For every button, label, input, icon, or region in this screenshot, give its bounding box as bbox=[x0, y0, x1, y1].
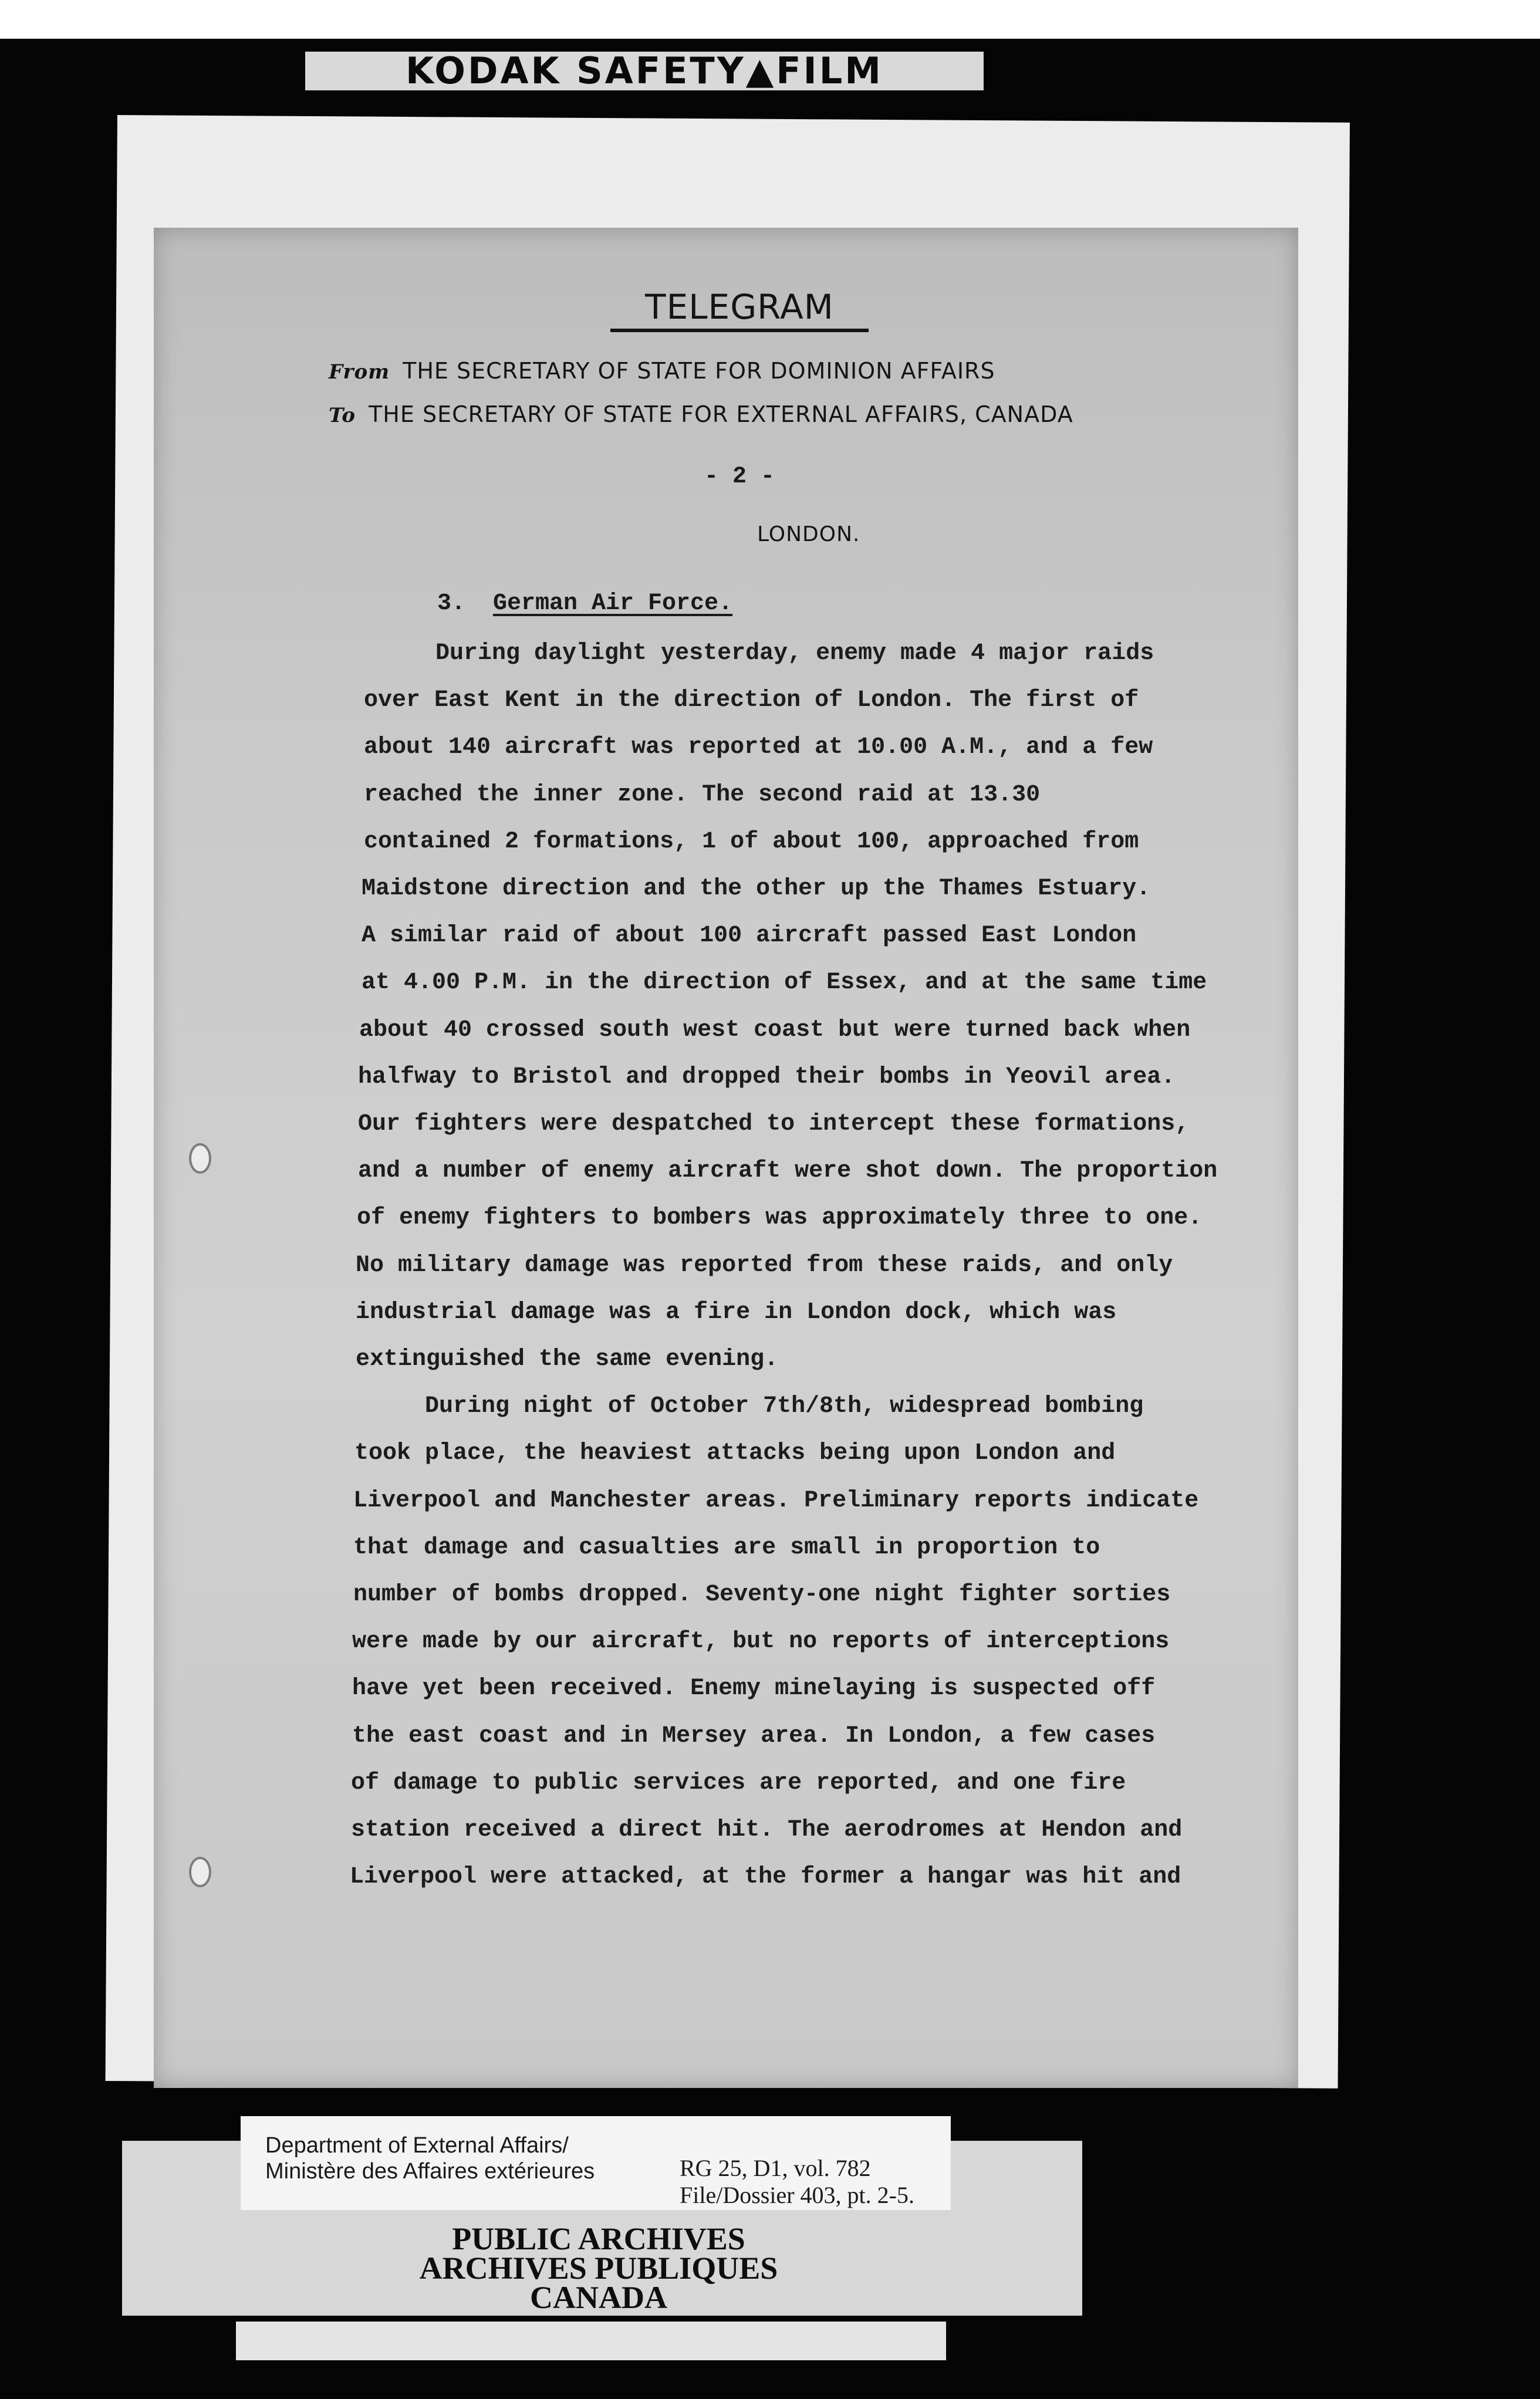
bottom-label-strip bbox=[236, 2322, 946, 2360]
archive-department bbox=[265, 2133, 595, 2184]
archive-reference bbox=[680, 2155, 914, 2209]
stamp-line-2: ARCHIVES PUBLIQUES bbox=[419, 2251, 778, 2286]
archive-stamp bbox=[411, 2221, 786, 2315]
stamp-line-3: CANADA bbox=[530, 2280, 667, 2315]
body-line: have yet been received. Enemy minelaying is suspected off bbox=[352, 1675, 1156, 1702]
film-edge-marking: KODAK SAFETY▲FILM bbox=[305, 52, 984, 90]
body-line: Maidstone direction and the other up the Thames Estuary. bbox=[362, 876, 1151, 902]
section-heading: German Air Force. bbox=[493, 590, 733, 617]
body-line: station received a direct hit. The aerodromes at Hendon and bbox=[351, 1817, 1183, 1843]
body-line: about 40 crossed south west coast but were turned back when bbox=[359, 1017, 1191, 1043]
body-line: of damage to public services are reported, and one fire bbox=[351, 1770, 1126, 1796]
telegram-title: TELEGRAM bbox=[610, 288, 869, 332]
body-line: During daylight yesterday, enemy made 4 major raids bbox=[435, 640, 1154, 667]
body-line: at 4.00 P.M. in the direction of Essex, and at the same time bbox=[362, 969, 1207, 996]
punch-hole bbox=[189, 1143, 211, 1174]
body-line: contained 2 formations, 1 of about 100, approached from bbox=[364, 829, 1139, 855]
from-line bbox=[329, 358, 995, 384]
body-line: Liverpool were attacked, at the former a hangar was hit and bbox=[350, 1864, 1181, 1890]
body-line: reached the inner zone. The second raid at 13.30 bbox=[364, 782, 1041, 808]
body-line: Liverpool and Manchester areas. Preliminary reports indicate bbox=[353, 1488, 1199, 1514]
to-label: To bbox=[329, 404, 356, 427]
department-english: Department of External Affairs/ bbox=[265, 2133, 569, 2158]
section-number: 3. bbox=[437, 590, 466, 617]
to-value: THE SECRETARY OF STATE FOR EXTERNAL AFFAIRS, CANADA bbox=[369, 401, 1073, 427]
body-line: halfway to Bristol and dropped their bombs in Yeovil area. bbox=[358, 1064, 1176, 1090]
body-line: No military damage was reported from these raids, and only bbox=[356, 1252, 1173, 1279]
body-line: During night of October 7th/8th, widespread bombing bbox=[425, 1393, 1144, 1420]
body-line: and a number of enemy aircraft were shot down. The proportion bbox=[358, 1158, 1218, 1184]
body-line: the east coast and in Mersey area. In London, a few cases bbox=[352, 1723, 1156, 1749]
page-number: - 2 - bbox=[704, 464, 775, 490]
body-line: Our fighters were despatched to intercept these formations, bbox=[358, 1111, 1190, 1137]
body-line: took place, the heaviest attacks being upon London and bbox=[354, 1440, 1116, 1467]
reference-file: File/Dossier 403, pt. 2-5. bbox=[680, 2182, 914, 2208]
body-line: of enemy fighters to bombers was approximately three to one. bbox=[357, 1205, 1203, 1231]
body-line: number of bombs dropped. Seventy-one night fighter sorties bbox=[353, 1582, 1171, 1608]
to-line bbox=[329, 401, 1073, 427]
body-line: were made by our aircraft, but no reports of interceptions bbox=[352, 1628, 1170, 1655]
punch-hole bbox=[189, 1857, 211, 1887]
body-line: extinguished the same evening. bbox=[356, 1346, 779, 1373]
body-line: over East Kent in the direction of London. The first of bbox=[364, 687, 1139, 714]
stamp-line-1: PUBLIC ARCHIVES bbox=[452, 2221, 745, 2256]
place-line: LONDON. bbox=[757, 522, 860, 546]
department-french: Ministère des Affaires extérieures bbox=[265, 2159, 595, 2184]
from-label: From bbox=[329, 360, 390, 384]
body-line: that damage and casualties are small in proportion to bbox=[353, 1535, 1100, 1561]
body-line: A similar raid of about 100 aircraft passed East London bbox=[362, 923, 1137, 949]
body-line: industrial damage was a fire in London dock, which was bbox=[356, 1299, 1117, 1326]
reference-group: RG 25, D1, vol. 782 bbox=[680, 2155, 871, 2181]
body-line: about 140 aircraft was reported at 10.00 A.M., and a few bbox=[364, 734, 1153, 761]
from-value: THE SECRETARY OF STATE FOR DOMINION AFFAIRS bbox=[403, 358, 995, 384]
